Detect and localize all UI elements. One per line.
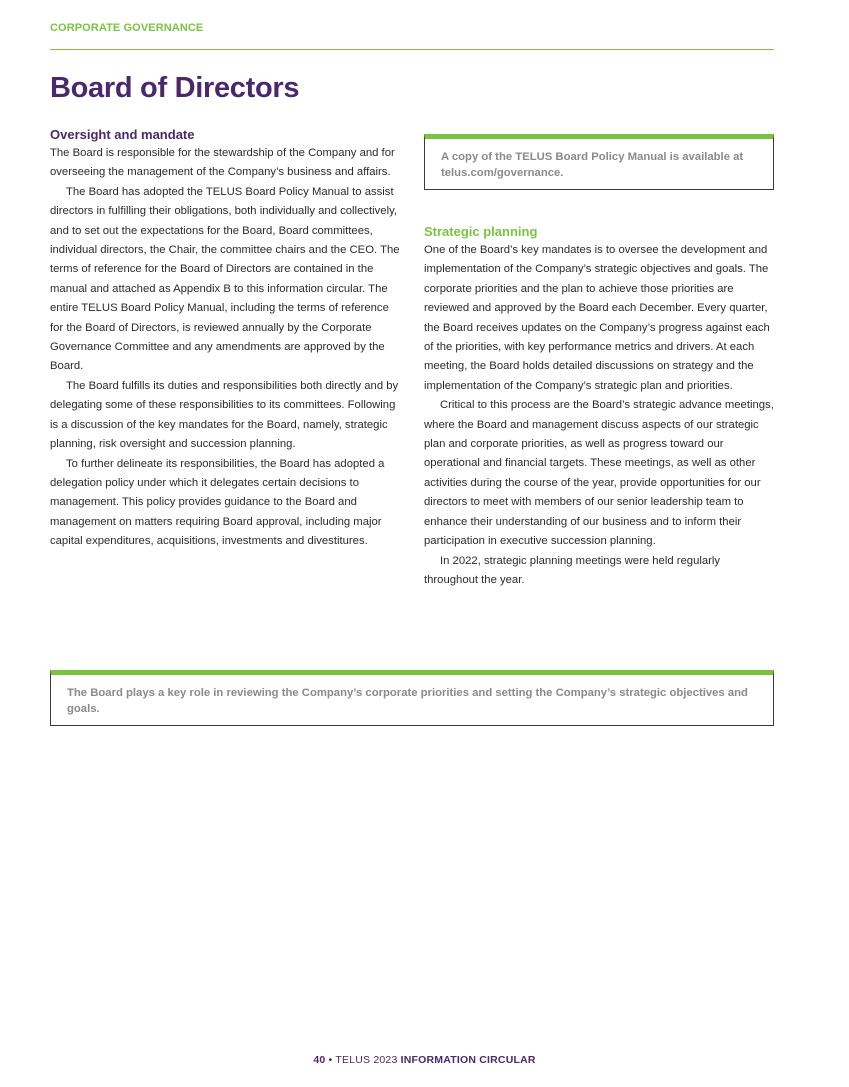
- left-column: [50, 127, 402, 552]
- paragraph: One of the Board’s key mandates is to oversee the development and implementation of the Company’s strategic objectives and goals. The corporate priorities and the plan to achieve those priorities are reviewed and approved by the Board each December. Every quarter, the Board receives updates on the Company’s progress against each of the priorities, with key performance metrics and drivers. At each meeting, the Board holds detailed discussions on strategy and the implementation of the Company’s strategic plan and priorities.: [424, 244, 770, 392]
- paragraph: To further delineate its responsibilities, the Board has adopted a delegation policy under which it delegates certain decisions to management. This policy provides guidance to the Board and management on matters requiring Board approval, including major capital expenditures, acquisitions, investments and divestitures.: [50, 457, 385, 548]
- policy-manual-callout: [424, 134, 774, 190]
- section-label: CORPORATE GOVERNANCE: [50, 22, 204, 34]
- footer-company-year: TELUS 2023: [335, 1054, 398, 1066]
- paragraph: The Board is responsible for the stewardship of the Company and for overseeing the management of the Company’s business and affairs.: [50, 147, 395, 179]
- oversight-heading: Oversight and mandate: [50, 127, 195, 142]
- right-column: [424, 134, 774, 590]
- paragraph: The Board fulfills its duties and responsibilities both directly and by delegating some of these responsibilities to its committees. Following is a discussion of the key mandates for the Board, namely, strategic planning, risk oversight and succession planning.: [50, 379, 399, 451]
- paragraph: The Board has adopted the TELUS Board Policy Manual to assist directors in fulfilling their obligations, both individually and collectively, and to set out the expectations for the Board, Board committees, individual directors, the Chair, the committee chairs and the CEO. The terms of reference for the Board of Directors are contained in the manual and attached as Appendix B to this information circular. The entire TELUS Board Policy Manual, including the terms of reference for the Board of Directors, is reviewed annually by the Corporate Governance Committee and any amendments are approved by the Board.: [50, 185, 400, 373]
- footer-separator: •: [328, 1054, 333, 1066]
- header-divider: [50, 49, 774, 50]
- footer-doc-title: INFORMATION CIRCULAR: [400, 1054, 536, 1066]
- page-number: 40: [313, 1054, 326, 1066]
- page-title: Board of Directors: [50, 72, 300, 104]
- paragraph: In 2022, strategic planning meetings were held regularly throughout the year.: [424, 554, 721, 586]
- callout-text: A copy of the TELUS Board Policy Manual is available at telus.com/governance.: [441, 151, 744, 179]
- callout-text: The Board plays a key role in reviewing the Company’s corporate priorities and setting the Company’s strategic objectives and goals.: [67, 687, 748, 715]
- strategic-planning-heading: Strategic planning: [424, 224, 538, 239]
- paragraph: Critical to this process are the Board’s strategic advance meetings, where the Board and management discuss aspects of our strategic plan and corporate priorities, as well as progress toward our operational and financial targets. These meetings, as well as other activities during the course of the year, provide opportunities for our directors to meet with members of our senior leadership team to enhance their understanding of our business and to inform their participation in executive succession planning.: [424, 399, 774, 548]
- page-footer: [0, 1054, 849, 1066]
- key-role-callout: [50, 670, 774, 726]
